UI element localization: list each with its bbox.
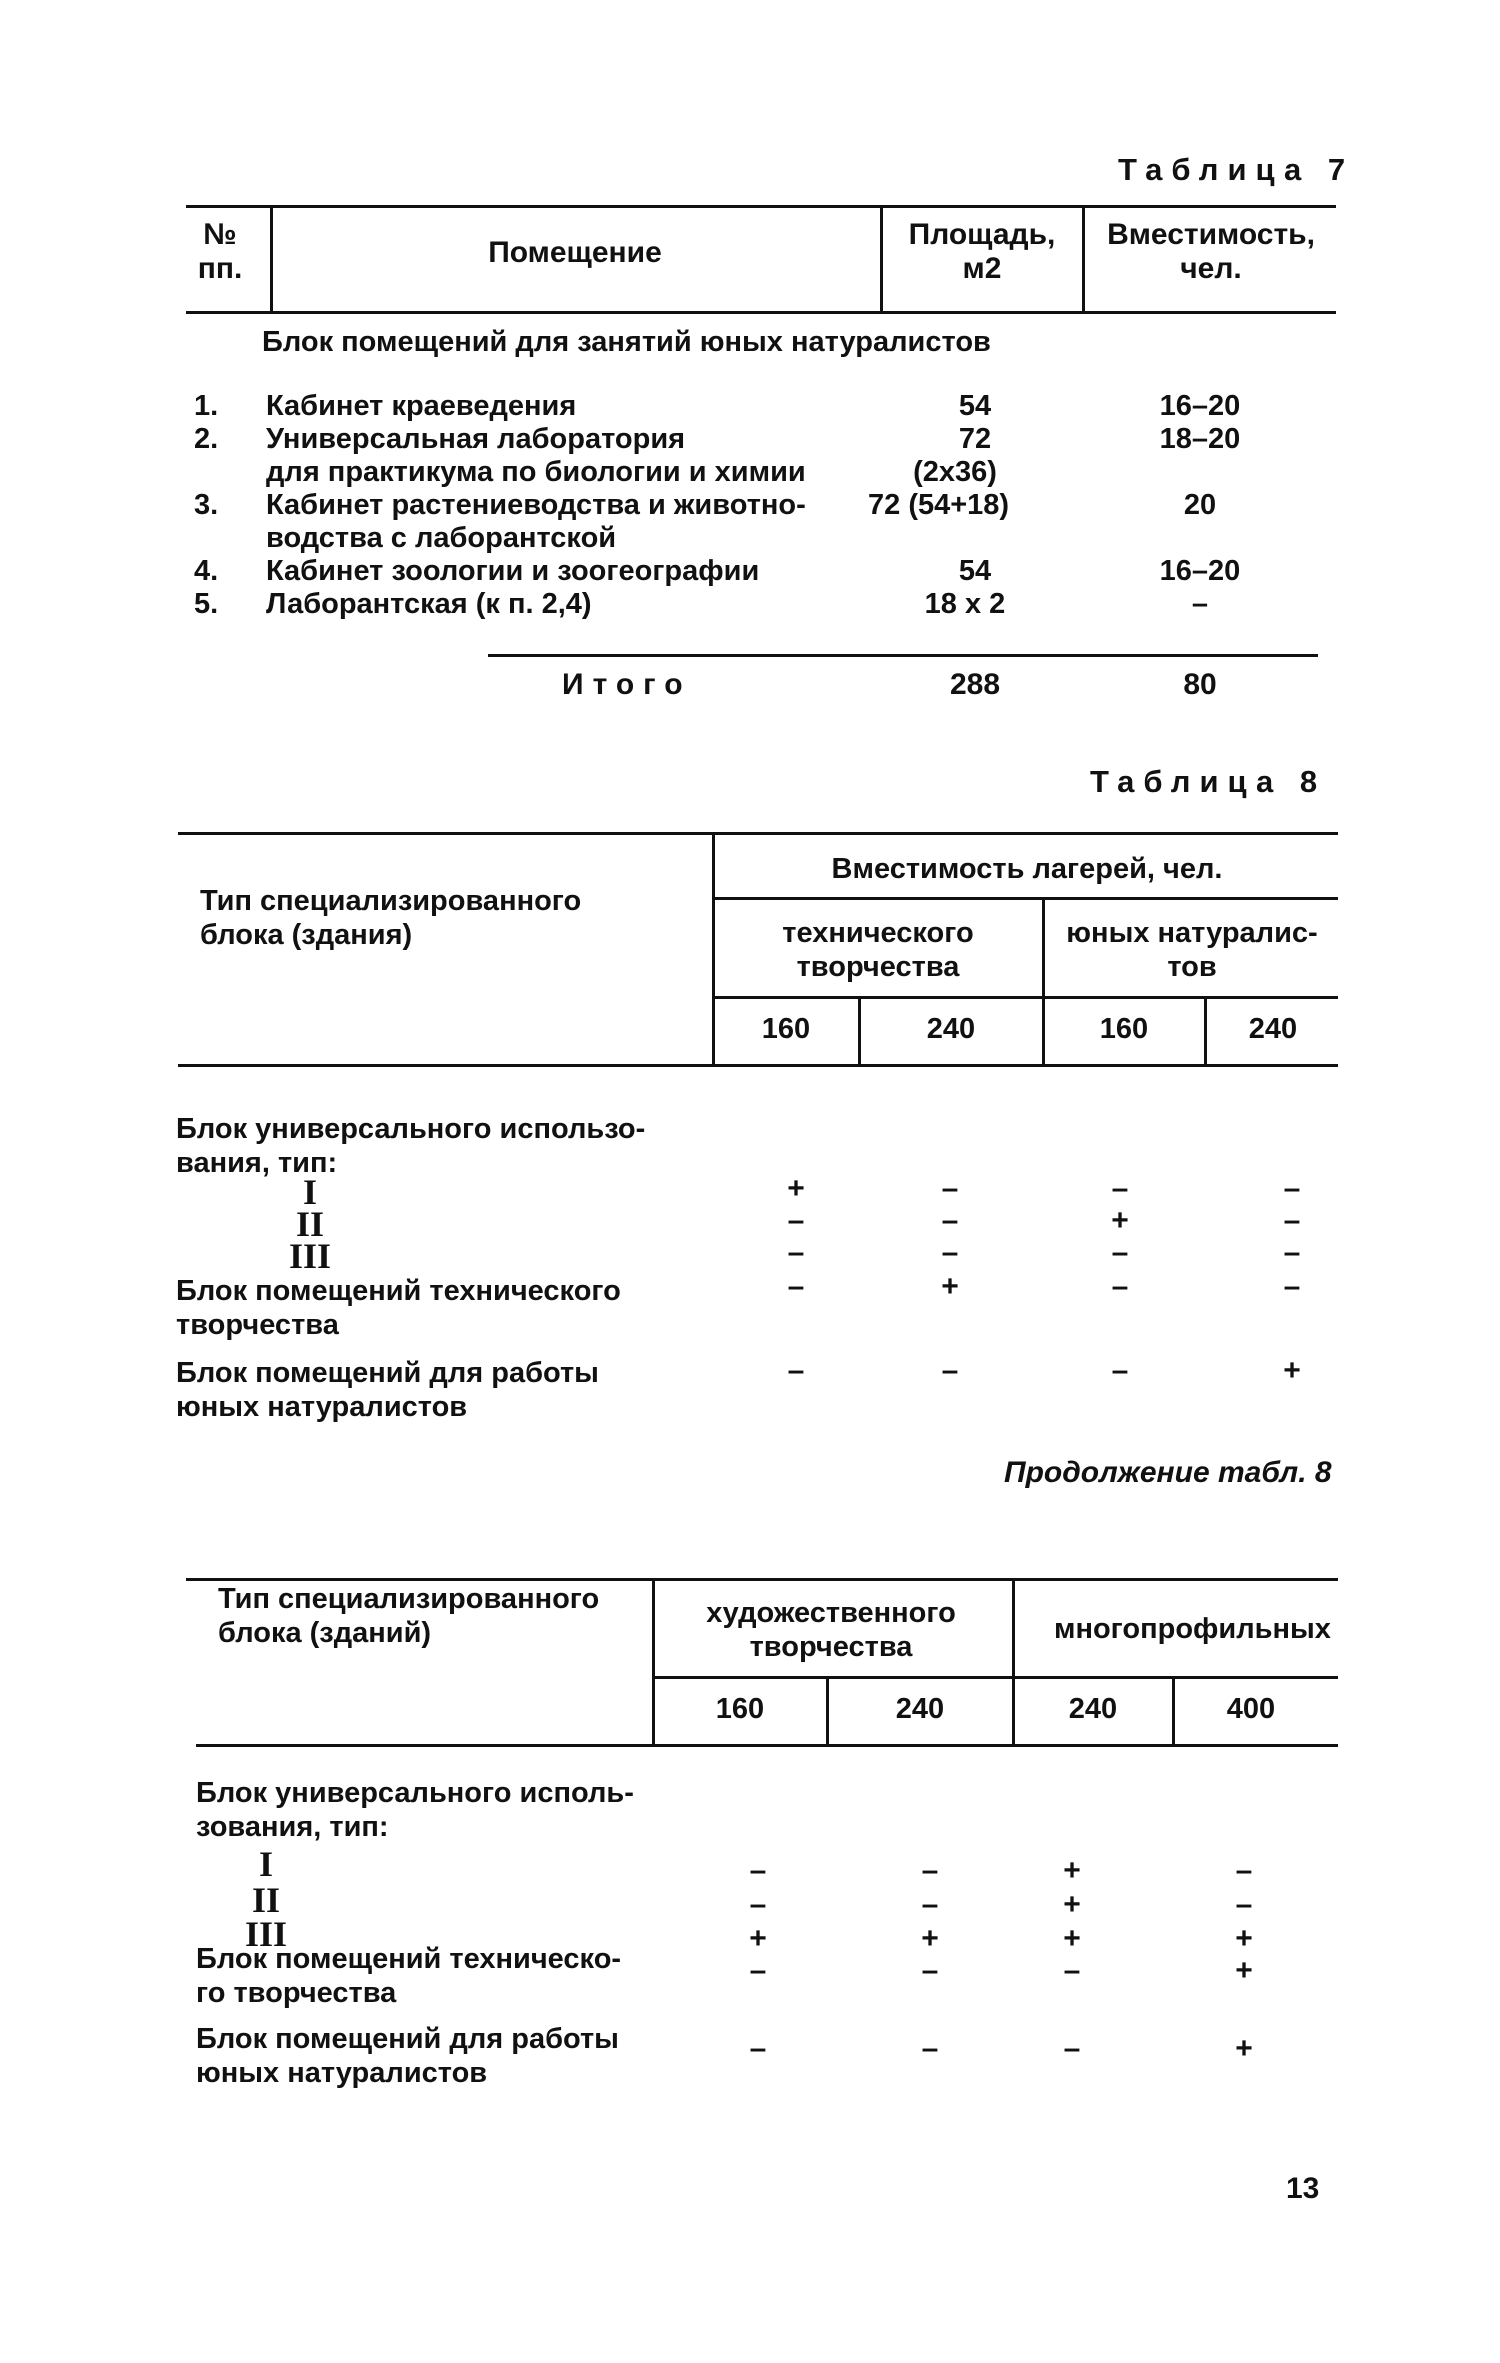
table-row-room: Кабинет зоологии и зоогеографии xyxy=(266,555,760,587)
table8-caption: Таблица 8 xyxy=(1090,764,1327,799)
table-row-num: 2. xyxy=(194,423,219,455)
table7-total-area: 288 xyxy=(949,668,1001,701)
roman-label: II xyxy=(295,1204,325,1244)
table-row-room: водства с лаборантской xyxy=(266,522,617,554)
table-cell: – xyxy=(941,1172,959,1205)
roman-label: III xyxy=(244,1914,288,1954)
table-cell: + xyxy=(1063,1888,1081,1921)
table-row-area: 54 xyxy=(958,555,992,587)
table8-cont-row-header: Тип специализированного блока (зданий) xyxy=(218,1583,600,1649)
table8-cont-col-header: 160 xyxy=(715,1693,765,1725)
table-cell: – xyxy=(941,1204,959,1237)
table7-header-num: № пп. xyxy=(197,218,243,285)
table8-cont-block-label: Блок помещений для работы юных натуралистов xyxy=(196,2023,619,2089)
table-cell: + xyxy=(1111,1204,1129,1237)
table-row-room: для практикума по биологии и химии xyxy=(266,456,806,488)
table8-cont-caption: Продолжение табл. 8 xyxy=(1004,1456,1332,1489)
table7-header-room: Помещение xyxy=(488,236,662,269)
table-cell: – xyxy=(921,1888,939,1921)
table-row-num: 4. xyxy=(194,555,219,587)
table-row-room: Кабинет краеведения xyxy=(266,390,577,422)
table-cell: + xyxy=(1235,1922,1253,1955)
table-cell: – xyxy=(749,1954,767,1987)
table7-section-title: Блок помещений для занятий юных натуралистов xyxy=(262,326,991,358)
table8-row-header: Тип специализированного блока (здания) xyxy=(200,885,582,951)
table8-cont-col-header: 240 xyxy=(895,1693,945,1725)
table-cell: – xyxy=(1111,1172,1129,1205)
table-cell: – xyxy=(1235,1888,1253,1921)
table-cell: – xyxy=(1111,1354,1129,1387)
table-row-room: Кабинет растениеводства и животно- xyxy=(266,489,806,521)
table-cell: + xyxy=(749,1922,767,1955)
table8-block-label: Блок помещений для работы юных натуралистов xyxy=(176,1357,599,1423)
table8-cont-sub-header-multi: многопрофильных xyxy=(1054,1613,1331,1645)
table-cell: – xyxy=(1283,1172,1301,1205)
table8-cont-col-header: 400 xyxy=(1226,1693,1276,1725)
table-cell: + xyxy=(1063,1854,1081,1887)
table8-col-header: 240 xyxy=(1248,1013,1298,1045)
table-cell: + xyxy=(1235,1954,1253,1987)
table-cell: – xyxy=(749,2032,767,2065)
table8-cont-block-label: Блок помещений техническо- го творчества xyxy=(196,1943,622,2009)
table-cell: + xyxy=(1063,1922,1081,1955)
table-row-area: 54 xyxy=(958,390,992,422)
table-cell: – xyxy=(787,1270,805,1303)
table-row-num: 1. xyxy=(194,390,219,422)
table8-group-header: Вместимость лагерей, чел. xyxy=(831,853,1223,885)
roman-label: I xyxy=(258,1844,273,1884)
table-cell: – xyxy=(787,1354,805,1387)
table-cell: – xyxy=(941,1354,959,1387)
table7-header-area: Площадь, м2 xyxy=(908,218,1056,285)
table-row-area: 72 (54+18) xyxy=(868,489,1010,521)
table-row-num: 5. xyxy=(194,588,219,620)
table8-cont-block-label: Блок универсального исполь- зования, тип: xyxy=(196,1777,634,1843)
table-row-capacity: 18–20 xyxy=(1159,423,1241,455)
table-cell: – xyxy=(921,2032,939,2065)
table-cell: + xyxy=(921,1922,939,1955)
table-row-capacity: 20 xyxy=(1183,489,1217,521)
table8-col-header: 240 xyxy=(926,1013,976,1045)
table-cell: – xyxy=(921,1854,939,1887)
table-cell: – xyxy=(1283,1270,1301,1303)
table-cell: – xyxy=(1283,1236,1301,1269)
table-row-capacity: 16–20 xyxy=(1159,390,1241,422)
table-cell: – xyxy=(1063,2032,1081,2065)
table8-col-header: 160 xyxy=(761,1013,811,1045)
table-cell: – xyxy=(1111,1236,1129,1269)
table-row-room: Лаборантская (к п. 2,4) xyxy=(266,588,592,620)
roman-label: II xyxy=(251,1880,281,1920)
table-row-area: 72 xyxy=(958,423,992,455)
table-cell: – xyxy=(921,1954,939,1987)
table7-total-label: Итого xyxy=(562,668,692,701)
table-cell: – xyxy=(787,1204,805,1237)
table-cell: – xyxy=(941,1236,959,1269)
table-cell: – xyxy=(787,1236,805,1269)
table-row-num: 3. xyxy=(194,489,219,521)
table-row-area: 18 x 2 xyxy=(924,588,1006,620)
table8-col-header: 160 xyxy=(1099,1013,1149,1045)
table-cell: – xyxy=(749,1854,767,1887)
table8-sub-header-technical: технического творчества xyxy=(782,917,974,983)
roman-label: I xyxy=(302,1172,317,1212)
table8-cont-sub-header-art: художественного творчества xyxy=(706,1597,956,1663)
page-number: 13 xyxy=(1286,2172,1320,2205)
table8-block-label: Блок помещений технического творчества xyxy=(176,1275,621,1341)
table-cell: + xyxy=(1283,1354,1301,1387)
table8-sub-header-naturalists: юных натуралис- тов xyxy=(1066,917,1318,983)
table-cell: + xyxy=(941,1270,959,1303)
table-cell: + xyxy=(1235,2032,1253,2065)
roman-label: III xyxy=(288,1236,332,1276)
table8-block-label: Блок универсального использо- вания, тип: xyxy=(176,1113,646,1179)
table-cell: + xyxy=(787,1172,805,1205)
table-cell: – xyxy=(1063,1954,1081,1987)
table-row-room: Универсальная лаборатория xyxy=(266,423,686,455)
table-row-capacity: 16–20 xyxy=(1159,555,1241,587)
table-cell: – xyxy=(1111,1270,1129,1303)
table8-cont-col-header: 240 xyxy=(1068,1693,1118,1725)
table-cell: – xyxy=(749,1888,767,1921)
table-cell: – xyxy=(1283,1204,1301,1237)
table7-header-capacity: Вместимость, чел. xyxy=(1107,218,1315,285)
table-row-area: (2x36) xyxy=(913,456,997,488)
table7-caption: Таблица 7 xyxy=(1118,152,1355,187)
table-row-capacity: – xyxy=(1191,588,1209,620)
table-cell: – xyxy=(1235,1854,1253,1887)
table7-total-capacity: 80 xyxy=(1183,668,1217,701)
